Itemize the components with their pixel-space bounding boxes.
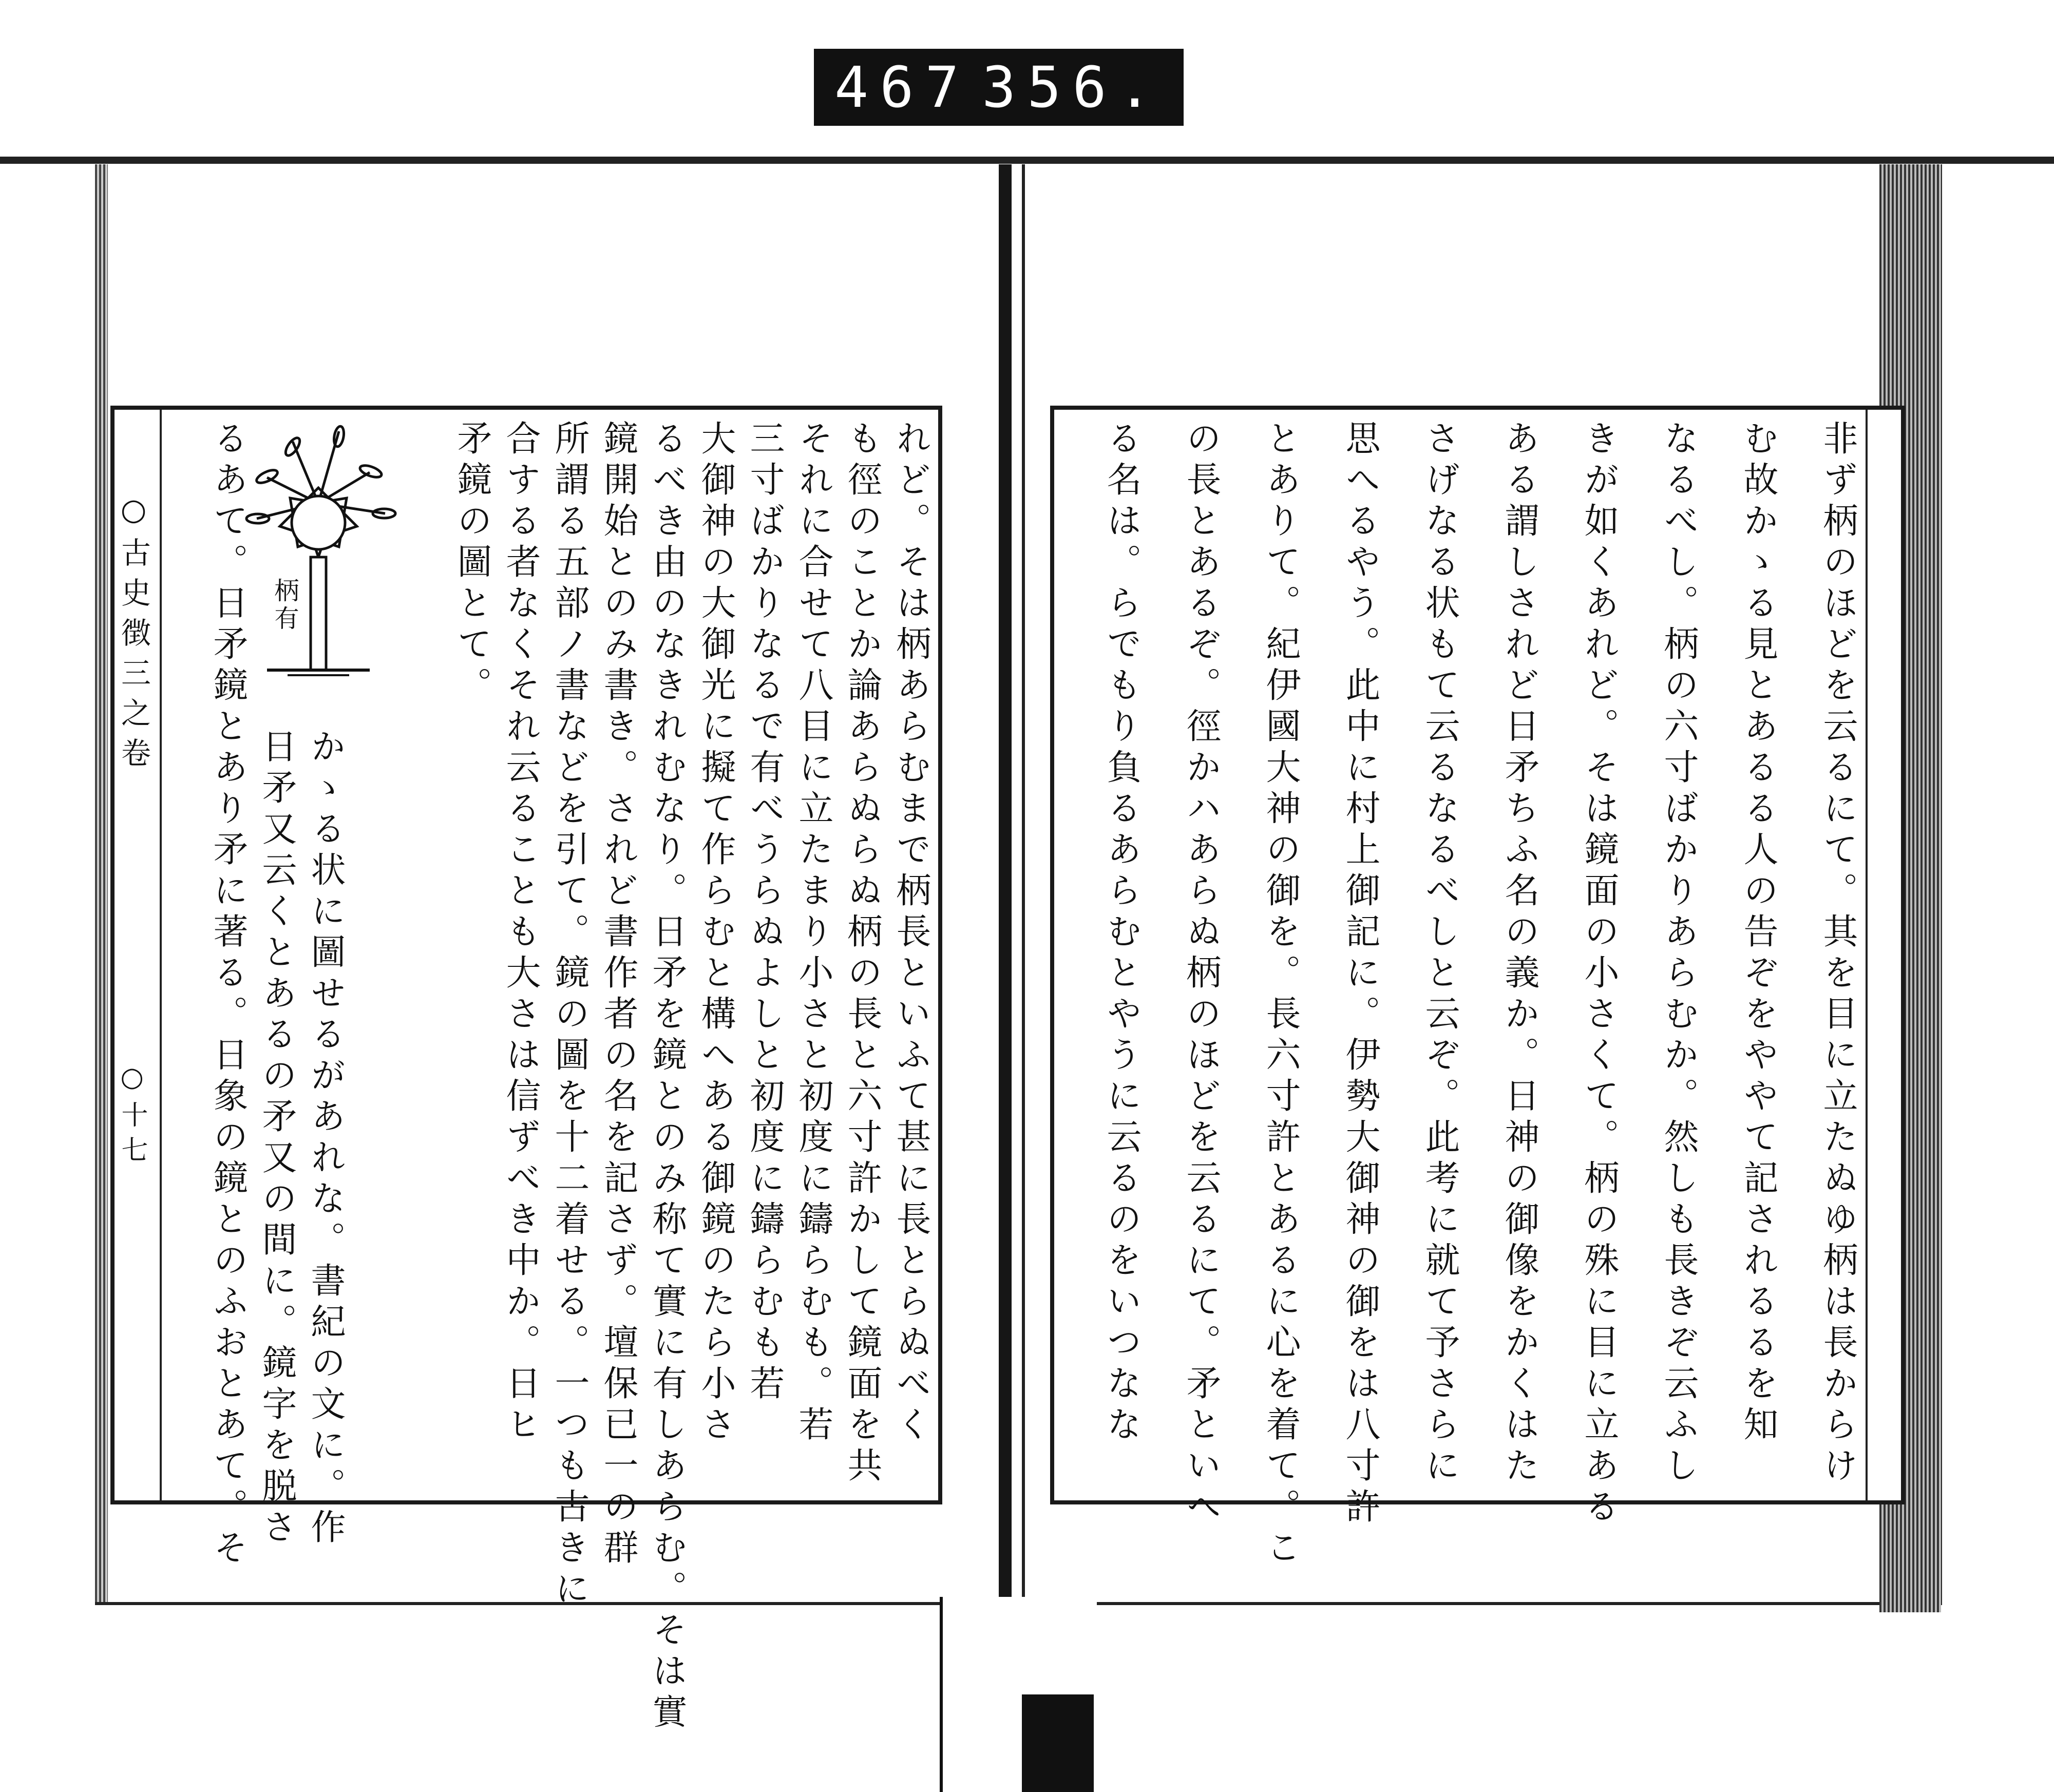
gutter-stub-dark [1022, 1694, 1094, 1792]
illustration-label: 柄有 [270, 578, 299, 633]
text-column: 非ず柄のほどを云るにて。其を目に立たぬゆ柄は長からけ [1817, 420, 1858, 1488]
text-column: る名は。らでもり負るあらむとやうに云るのをいつなな [1101, 420, 1142, 1447]
text-column: それに合せて八目に立たまり小さと初度に鑄らむも。若 [793, 420, 833, 1447]
text-column: かゝる状に圖せるがあれな。書紀の文に。作 [305, 728, 346, 1550]
text-column: なるべし。柄の六寸ばかりあらむか。然しも長きぞ云ふし [1658, 420, 1699, 1488]
text-column: 大御神の大御光に擬て作らむと構へある御鏡のたら小さ [695, 420, 736, 1447]
book-gutter [999, 164, 1012, 1792]
text-column: きが如くあれど。そは鏡面の小さくて。柄の殊に目に立ある [1578, 420, 1619, 1529]
left-frame-inner-rule [160, 410, 162, 1500]
call-number-left: 467 [834, 54, 971, 120]
text-column: とありて。紀伊國大神の御を。長六寸許とあるに心を着て。こ [1260, 420, 1301, 1570]
running-head: ○古史徴三之卷 [116, 492, 151, 777]
text-column: るあて。日矛鏡とあり矛に著る。日象の鏡とのふおとあて。そ [207, 420, 248, 1570]
text-column: も徑のことか論あらぬらぬ柄の長と六寸許かして鏡面を共 [842, 420, 882, 1488]
text-column: 三寸ばかりなるで有べうらぬよしと初度に鑄らむも若 [744, 420, 785, 1406]
sun-mirror-emblem-icon [236, 411, 401, 698]
text-column: 鏡開始とのみ書き。されど書作者の名を記さず。壇保已一の群 [598, 420, 638, 1570]
folio-number: ○十七 [117, 1062, 147, 1171]
right-text-frame [1050, 406, 1905, 1570]
text-column: ある謂しされど日矛ちふ名の義か。日神の御像をかくはた [1499, 420, 1539, 1488]
text-column: れど。そは柄あらむまで柄長といふて甚に長とらぬべく [890, 420, 931, 1447]
text-column: るべき由のなきれむなり。日矛を鏡とのみ称て實に有しあらむ。そは實 [646, 420, 687, 1734]
top-rule [0, 157, 2054, 164]
text-column: さげなる状もて云るなるべしと云ぞ。此考に就て予さらに [1419, 420, 1460, 1488]
text-column: 矛鏡の圖とて。 [451, 420, 492, 708]
call-number-right: 356. [982, 54, 1163, 120]
text-column: 日矛又云くとあるの矛又の間に。鏡字を脱さ [256, 728, 297, 1550]
text-column: 所謂る五部ノ書などを引て。鏡の圖を十二着せる。一つも古きに [549, 420, 589, 1611]
text-column: 思へるやう。此中に村上御記に。伊勢大御神の御をは八寸許 [1340, 420, 1380, 1529]
left-text-frame [110, 406, 942, 1734]
call-number-label [814, 49, 1184, 126]
right-frame-inner-rule [1866, 410, 1868, 1500]
left-page-edge [95, 164, 108, 1602]
text-column: の長とあるぞ。徑かハあらぬ柄のほどを云るにて。矛といへ [1181, 420, 1221, 1529]
text-column: む故かゝる見とあるる人の告ぞをややて記されるるを知 [1738, 420, 1778, 1447]
text-column: 合する者なくそれ云ることも大さは信ずべき中か。日ヒ [500, 420, 541, 1447]
